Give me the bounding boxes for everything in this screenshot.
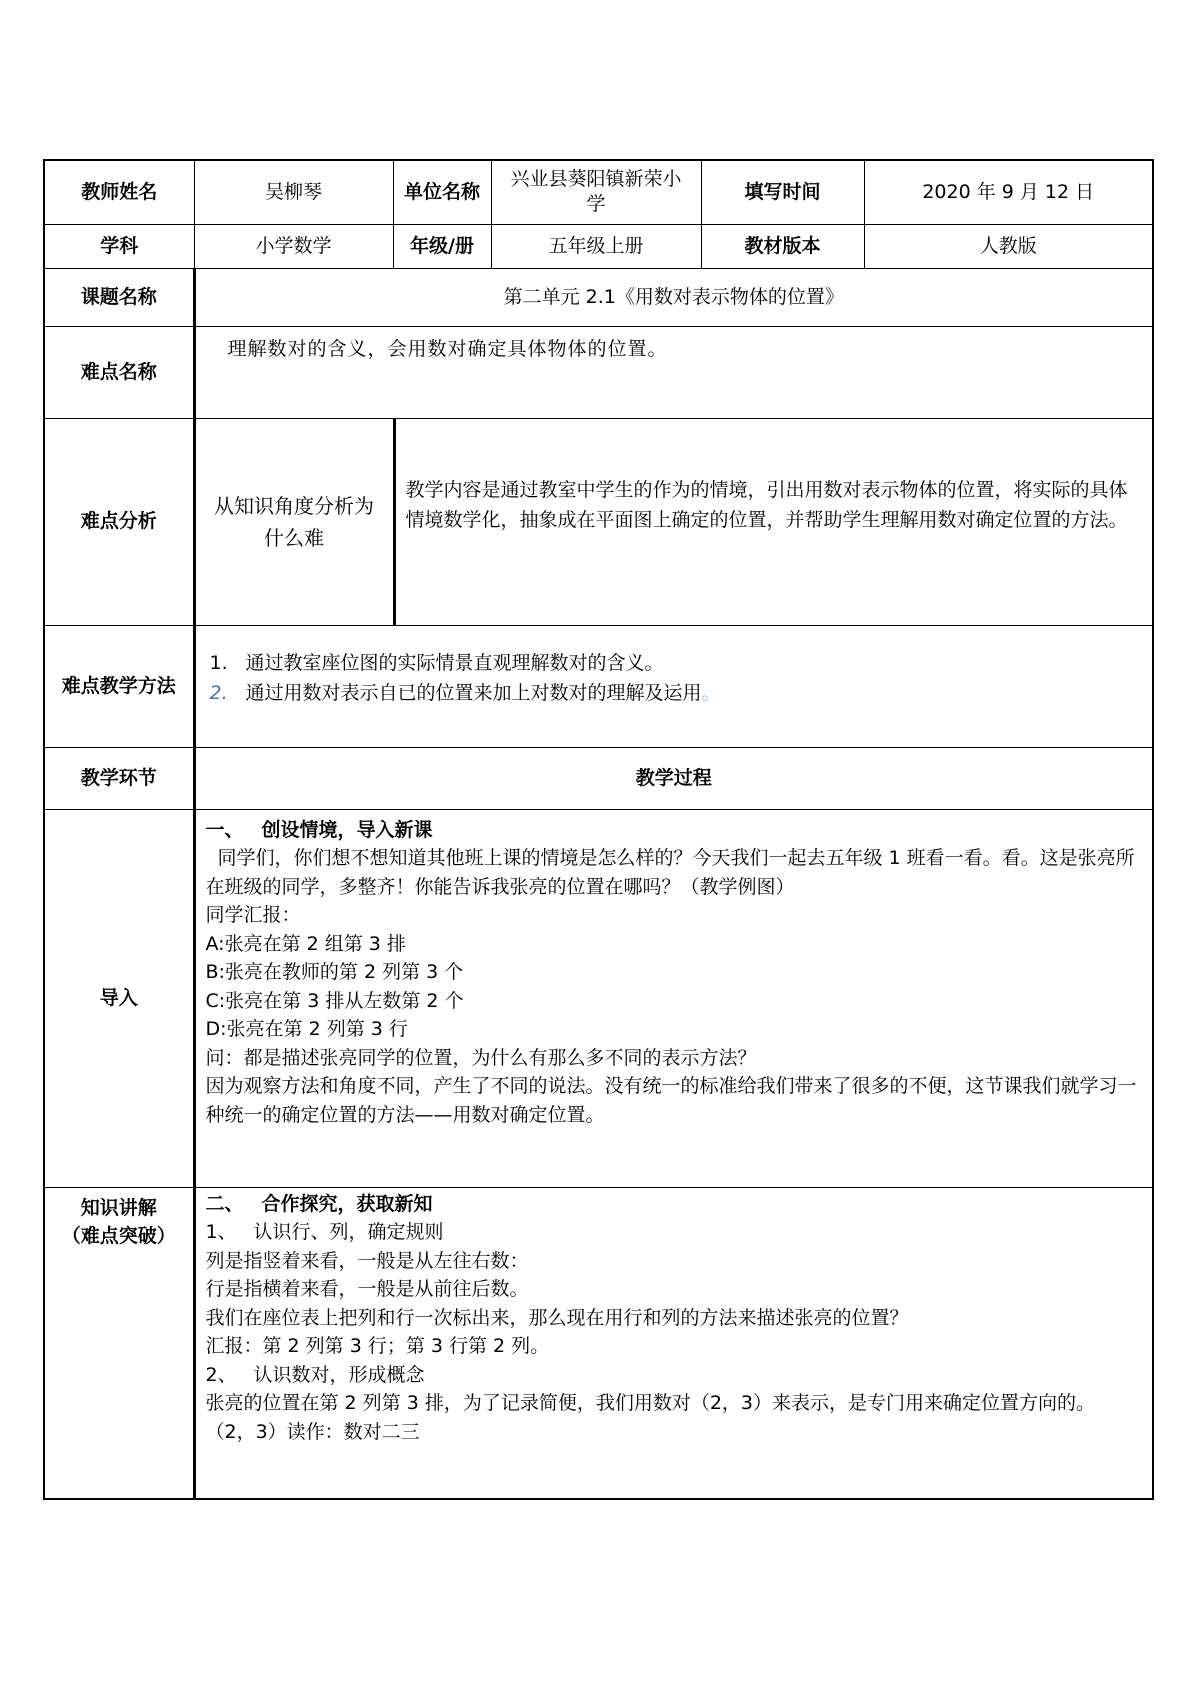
analysis-text: 教学内容是通过教室中学生的作为的情境，引出用数对表示物体的位置，将实际的具体情境数学化，抽象成在平面图上确定的位置，并帮助学生理解用数对确定位置的方法。: [405, 478, 1128, 531]
intro-line: A:张亮在第 2 组第 3 排: [205, 932, 406, 955]
edition-value: 人教版: [864, 224, 1153, 268]
intro-line: C:张亮在第 3 排从左数第 2 个: [205, 989, 464, 1012]
knowledge-sub-text: 认识行、列，确定规则: [253, 1221, 444, 1243]
intro-heading-number: 一、: [205, 818, 244, 841]
intro-line: 问：都是描述张亮同学的位置，为什么有那么多不同的表示方法？: [205, 1046, 757, 1069]
subject-label: 学科: [44, 224, 194, 268]
intro-heading-text: 创设情境，导入新课: [261, 818, 433, 841]
knowledge-content: [194, 1187, 1153, 1499]
subject-value: 小学数学: [194, 224, 393, 268]
knowledge-paragraph: 张亮的位置在第 2 列第 3 排，为了记录简便，我们用数对（2，3）来表示，是专门用来确定位置方向的。: [205, 1392, 1096, 1414]
intro-line: 同学汇报：: [205, 904, 301, 926]
method-item: [210, 648, 1153, 678]
analysis-sub-label: 从知识角度分析为什么难: [196, 419, 396, 625]
knowledge-sub-text: 认识数对，形成概念: [253, 1363, 425, 1386]
topic-row: [44, 268, 1153, 326]
unit-label: 单位名称: [393, 160, 491, 224]
knowledge-line: 列是指竖着来看，一般是从左往右数：: [205, 1249, 529, 1272]
knowledge-line: 行是指横着来看，一般是从前往后数。: [205, 1278, 529, 1300]
method-item: [210, 678, 1153, 708]
grade-label: 年级/册: [393, 224, 491, 268]
intro-line: D:张亮在第 2 列第 3 行: [205, 1018, 408, 1040]
method-number: 1.: [209, 651, 228, 674]
analysis-row: [44, 418, 1153, 625]
knowledge-label-line: （难点突破）: [61, 1225, 176, 1247]
knowledge-subheading: [206, 1218, 1145, 1247]
intro-line: B:张亮在教师的第 2 列第 3 个: [205, 961, 464, 983]
topic-label: 课题名称: [44, 268, 194, 326]
methods-label: 难点教学方法: [44, 625, 194, 747]
info-row-2: [44, 224, 1153, 268]
knowledge-line: 我们在座位表上把列和行一次标出来，那么现在用行和列的方法来描述张亮的位置？: [205, 1306, 909, 1329]
process-header-value: 教学过程: [194, 747, 1153, 809]
unit-value: 兴业县葵阳镇新荣小学: [491, 160, 701, 224]
info-row-1: [44, 160, 1153, 224]
knowledge-sub-number: 2、: [205, 1363, 237, 1386]
intro-content: [194, 809, 1153, 1187]
date-value: 2020 年 9 月 12 日: [864, 160, 1153, 224]
knowledge-heading-number: 二、: [205, 1192, 244, 1215]
difficulty-row: [44, 326, 1153, 418]
knowledge-line: 汇报：第 2 列第 3 行；第 3 行第 2 列。: [205, 1335, 550, 1357]
intro-paragraph: 同学们，你们想不想知道其他班上课的情境是怎么样的？今天我们一起去五年级 1 班看一看。看。这是张亮所在班级的同学，多整齐！你能告诉我张亮的位置在哪吗？（教学例图）: [205, 847, 1135, 898]
knowledge-heading-text: 合作探究，获取新知: [261, 1192, 433, 1215]
method-number: 2.: [209, 681, 228, 704]
edition-label: 教材版本: [701, 224, 864, 268]
date-label: 填写时间: [701, 160, 864, 224]
methods-row: [44, 625, 1153, 747]
methods-list: [196, 626, 1153, 709]
knowledge-heading: [206, 1190, 1145, 1219]
knowledge-row: [44, 1187, 1153, 1499]
intro-paragraph: 因为观察方法和角度不同，产生了不同的说法。没有统一的标准给我们带来了很多的不便，这节课我们就学习一种统一的确定位置的方法——用数对确定位置。: [205, 1075, 1137, 1126]
method-text: 通过教室座位图的实际情景直观理解数对的含义。: [245, 651, 664, 674]
topic-value: 第二单元 2.1《用数对表示物体的位置》: [194, 268, 1153, 326]
knowledge-subheading: [206, 1361, 1145, 1390]
teacher-label: 教师姓名: [44, 160, 194, 224]
methods-cell: [194, 625, 1153, 747]
teacher-value: 吴柳琴: [194, 160, 393, 224]
knowledge-sub-number: 1、: [205, 1221, 237, 1243]
knowledge-label-line: 知识讲解: [80, 1196, 157, 1219]
intro-heading: [206, 816, 1145, 845]
intro-label: 导入: [44, 809, 194, 1187]
difficulty-label: 难点名称: [44, 326, 194, 418]
knowledge-label: [44, 1187, 194, 1499]
process-header-row: [44, 747, 1153, 809]
intro-row: [44, 809, 1153, 1187]
process-section-label: 教学环节: [44, 747, 194, 809]
method-end-mark: 。: [701, 681, 721, 704]
analysis-label: 难点分析: [44, 418, 194, 625]
analysis-cell: [194, 418, 1153, 625]
difficulty-value: 理解数对的含义，会用数对确定具体物体的位置。: [194, 326, 1153, 418]
knowledge-line: （2，3）读作：数对二三: [205, 1420, 420, 1443]
lesson-table: [43, 159, 1154, 1500]
grade-value: 五年级上册: [491, 224, 701, 268]
method-text: 通过用数对表示自已的位置来加上对数对的理解及运用: [245, 681, 702, 704]
